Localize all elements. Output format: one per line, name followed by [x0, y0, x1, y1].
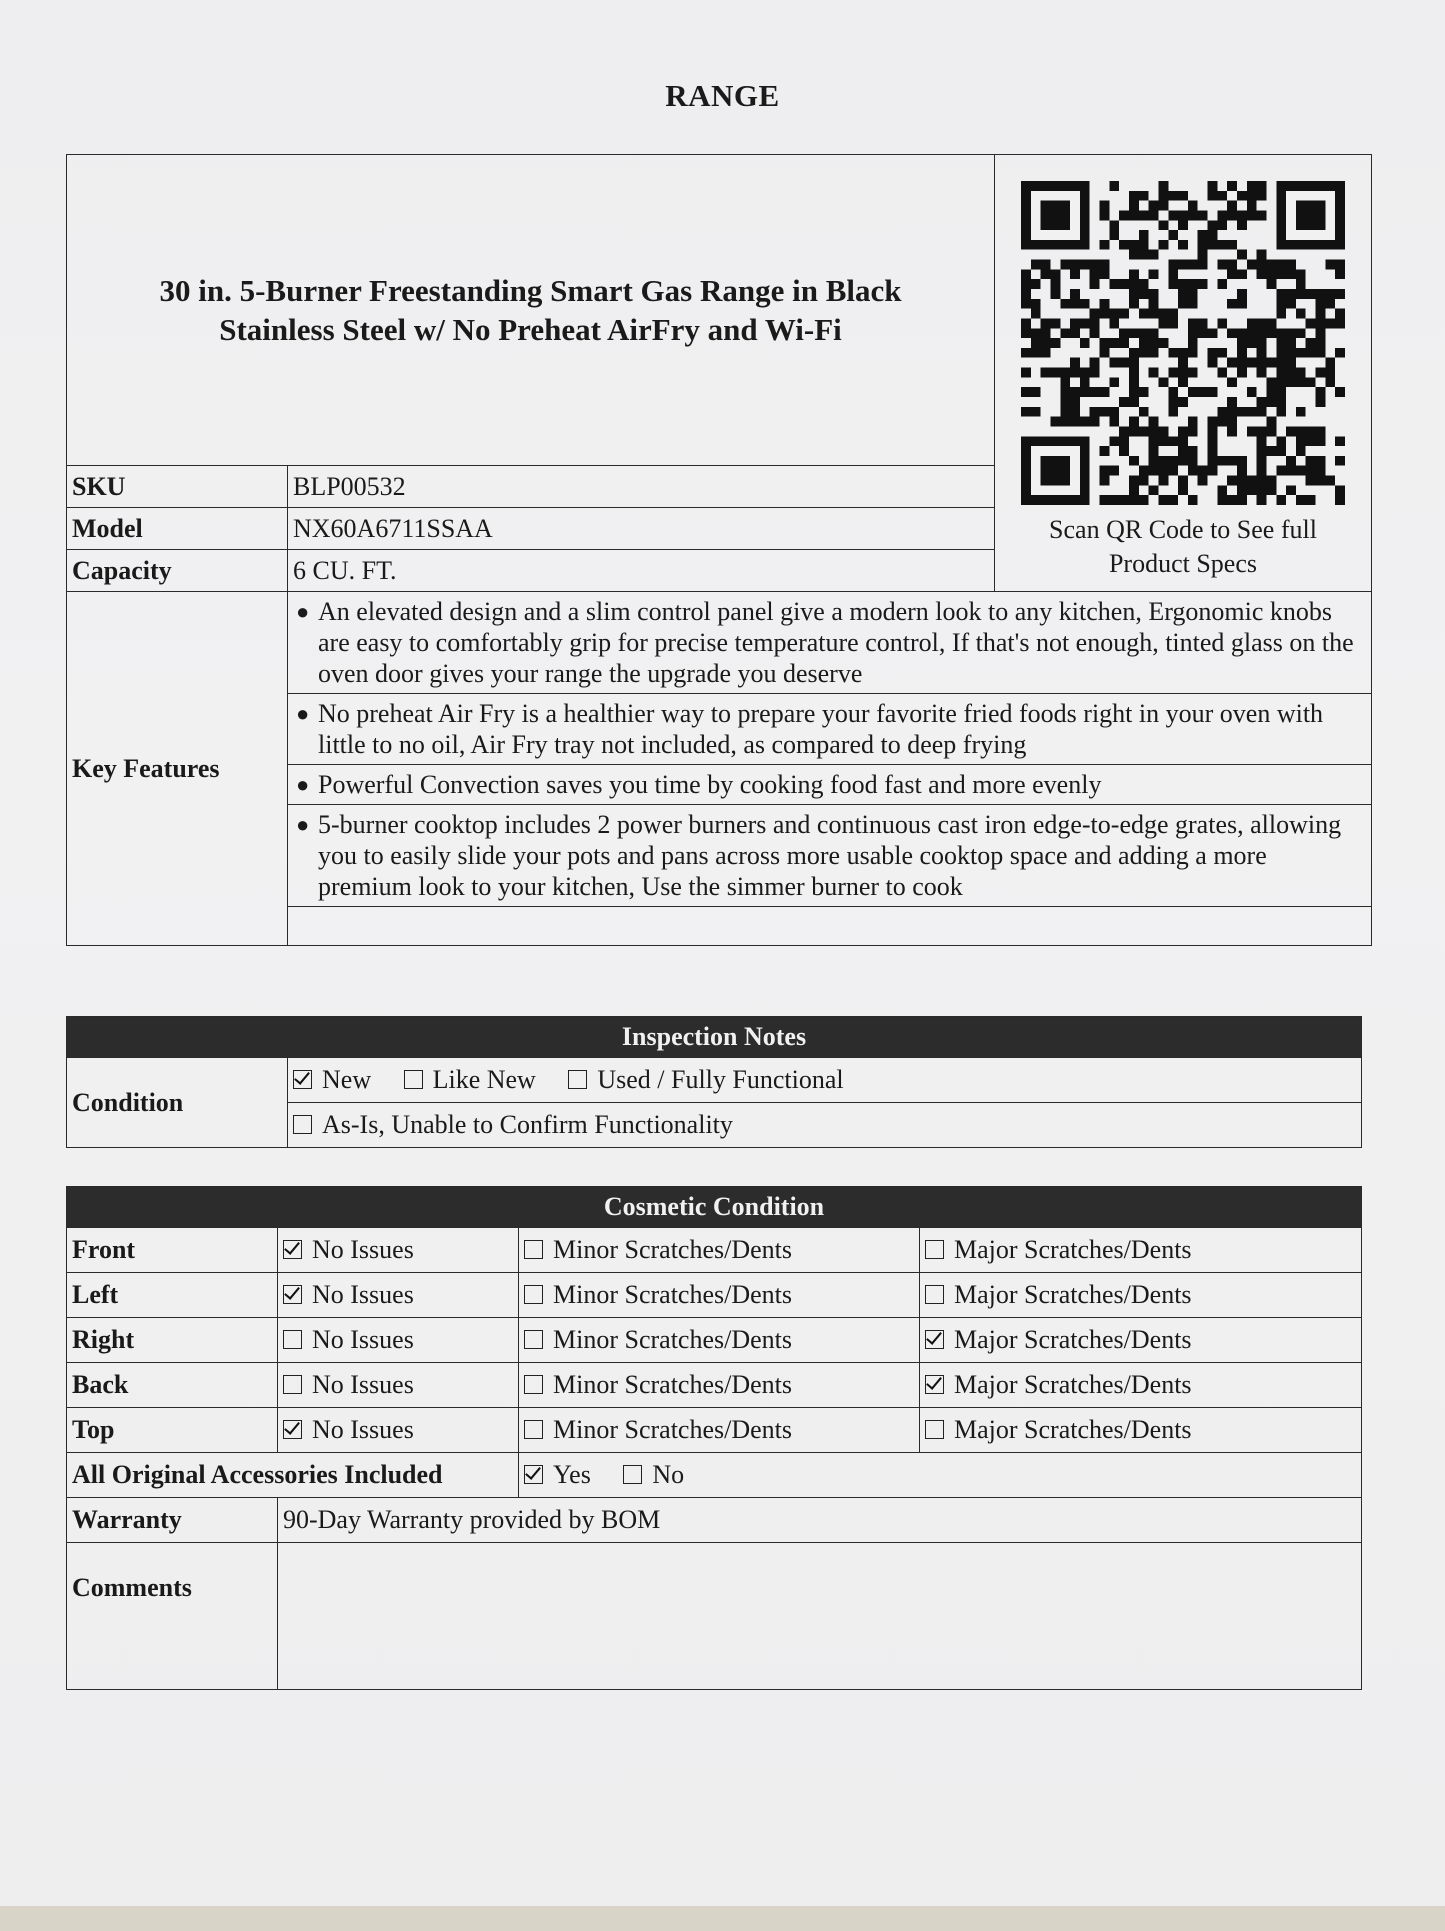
- cosmetic-header: Cosmetic Condition: [67, 1187, 1362, 1228]
- checkbox-minor-scratches-dents[interactable]: [524, 1420, 543, 1439]
- sku-label: SKU: [67, 466, 288, 508]
- cosmetic-option-label: Major Scratches/Dents: [954, 1235, 1192, 1264]
- bullet-icon: ●: [296, 772, 310, 797]
- qr-code-cell: [995, 155, 1372, 592]
- cosmetic-option-cell: [278, 1318, 519, 1363]
- checkbox-minor-scratches-dents[interactable]: [524, 1240, 543, 1259]
- checkbox-minor-scratches-dents[interactable]: [524, 1285, 543, 1304]
- cosmetic-row-front: [67, 1228, 1362, 1273]
- cosmetic-option-cell: [519, 1228, 920, 1273]
- key-features-label: Key Features: [67, 592, 288, 946]
- condition-label: Condition: [67, 1058, 288, 1148]
- cosmetic-option-label: No Issues: [312, 1370, 414, 1399]
- product-title: 30 in. 5-Burner Freestanding Smart Gas Range in Black Stainless Steel w/ No Preheat AirFry and Wi-Fi: [67, 155, 995, 466]
- warranty-value: 90-Day Warranty provided by BOM: [278, 1498, 1362, 1543]
- accessories-label: All Original Accessories Included: [67, 1453, 519, 1498]
- checkbox-major-scratches-dents[interactable]: [925, 1330, 944, 1349]
- cosmetic-option-label: Minor Scratches/Dents: [553, 1235, 793, 1264]
- feature-item: ● 5-burner cooktop includes 2 power burners and continuous cast iron edge-to-edge grates, allowing you to easily slide your pots and pans across more usable cooktop space and adding a more premium look to your kitchen, Use the simmer burner to cook: [288, 805, 1372, 907]
- feature-item: ● Powerful Convection saves you time by cooking food fast and more evenly: [288, 765, 1372, 805]
- checkbox-no[interactable]: [623, 1465, 642, 1484]
- accessories-options: Yes No: [519, 1453, 1362, 1498]
- checkbox-used[interactable]: [568, 1070, 587, 1089]
- capacity-label: Capacity: [67, 550, 288, 592]
- cosmetic-option-cell: [519, 1318, 920, 1363]
- cosmetic-option-cell: [920, 1363, 1362, 1408]
- cosmetic-row-label: Right: [67, 1318, 278, 1363]
- product-info-table: [66, 154, 1372, 946]
- cosmetic-option-cell: [920, 1228, 1362, 1273]
- cosmetic-option-cell: [920, 1273, 1362, 1318]
- inspection-header: Inspection Notes: [67, 1017, 1362, 1058]
- cosmetic-option-label: Minor Scratches/Dents: [553, 1370, 793, 1399]
- cosmetic-option-label: No Issues: [312, 1325, 414, 1354]
- condition-options-row2: As-Is, Unable to Confirm Functionality: [288, 1103, 1362, 1148]
- checkbox-no-issues[interactable]: [283, 1375, 302, 1394]
- cosmetic-row-back: [67, 1363, 1362, 1408]
- capacity-value: 6 CU. FT.: [288, 550, 995, 592]
- checkbox-minor-scratches-dents[interactable]: [524, 1375, 543, 1394]
- checkbox-major-scratches-dents[interactable]: [925, 1285, 944, 1304]
- cosmetic-option-cell: [920, 1408, 1362, 1453]
- cosmetic-option-label: Minor Scratches/Dents: [553, 1325, 793, 1354]
- cosmetic-row-label: Front: [67, 1228, 278, 1273]
- cosmetic-row-label: Back: [67, 1363, 278, 1408]
- cosmetic-option-cell: [278, 1363, 519, 1408]
- cosmetic-option-label: No Issues: [312, 1235, 414, 1264]
- bullet-icon: ●: [296, 701, 310, 726]
- cosmetic-option-cell: [519, 1273, 920, 1318]
- comments-field[interactable]: [278, 1543, 1362, 1690]
- cosmetic-condition-table: [66, 1186, 1362, 1690]
- cosmetic-option-cell: [278, 1228, 519, 1273]
- comments-label: Comments: [67, 1543, 278, 1690]
- cosmetic-row-left: [67, 1273, 1362, 1318]
- model-label: Model: [67, 508, 288, 550]
- cosmetic-option-cell: [920, 1318, 1362, 1363]
- qr-code-icon[interactable]: [1021, 181, 1345, 505]
- cosmetic-option-cell: [519, 1363, 920, 1408]
- inspection-notes-table: [66, 1016, 1362, 1148]
- checkbox-no-issues[interactable]: [283, 1240, 302, 1259]
- cosmetic-row-label: Top: [67, 1408, 278, 1453]
- feature-item: ● An elevated design and a slim control panel give a modern look to any kitchen, Ergonomic knobs are easy to comfortably grip for precise temperature control, If that's not enough, tinted glass on the oven door gives your range the upgrade you deserve: [288, 592, 1372, 694]
- checkbox-major-scratches-dents[interactable]: [925, 1420, 944, 1439]
- qr-caption: Scan QR Code to See full Product Specs: [1049, 515, 1317, 578]
- checkbox-minor-scratches-dents[interactable]: [524, 1330, 543, 1349]
- feature-empty-row: [288, 907, 1372, 946]
- model-value: NX60A6711SSAA: [288, 508, 995, 550]
- cosmetic-option-label: Major Scratches/Dents: [954, 1280, 1192, 1309]
- cosmetic-option-label: Minor Scratches/Dents: [553, 1415, 793, 1444]
- warranty-label: Warranty: [67, 1498, 278, 1543]
- cosmetic-row-right: [67, 1318, 1362, 1363]
- checkbox-no-issues[interactable]: [283, 1420, 302, 1439]
- checkbox-no-issues[interactable]: [283, 1330, 302, 1349]
- checkbox-major-scratches-dents[interactable]: [925, 1375, 944, 1394]
- checkbox-like-new[interactable]: [404, 1070, 423, 1089]
- bullet-icon: ●: [296, 599, 310, 624]
- page-title: RANGE: [665, 78, 780, 113]
- cosmetic-option-label: No Issues: [312, 1280, 414, 1309]
- cosmetic-option-label: No Issues: [312, 1415, 414, 1444]
- cosmetic-option-label: Major Scratches/Dents: [954, 1415, 1192, 1444]
- condition-options-row1: New Like New Used / Fully Functional: [288, 1058, 1362, 1103]
- sku-value: BLP00532: [288, 466, 995, 508]
- checkbox-yes[interactable]: [524, 1465, 543, 1484]
- cosmetic-row-label: Left: [67, 1273, 278, 1318]
- cosmetic-option-cell: [278, 1408, 519, 1453]
- bullet-icon: ●: [296, 812, 310, 837]
- cosmetic-option-cell: [519, 1408, 920, 1453]
- checkbox-as-is[interactable]: [293, 1115, 312, 1134]
- checkbox-no-issues[interactable]: [283, 1285, 302, 1304]
- cosmetic-option-label: Major Scratches/Dents: [954, 1370, 1192, 1399]
- checkbox-major-scratches-dents[interactable]: [925, 1240, 944, 1259]
- cosmetic-option-label: Minor Scratches/Dents: [553, 1280, 793, 1309]
- feature-item: ● No preheat Air Fry is a healthier way to prepare your favorite fried foods right in your oven with little to no oil, Air Fry tray not included, as compared to deep frying: [288, 694, 1372, 765]
- checkbox-new[interactable]: [293, 1070, 312, 1089]
- cosmetic-row-top: [67, 1408, 1362, 1453]
- cosmetic-option-label: Major Scratches/Dents: [954, 1325, 1192, 1354]
- cosmetic-option-cell: [278, 1273, 519, 1318]
